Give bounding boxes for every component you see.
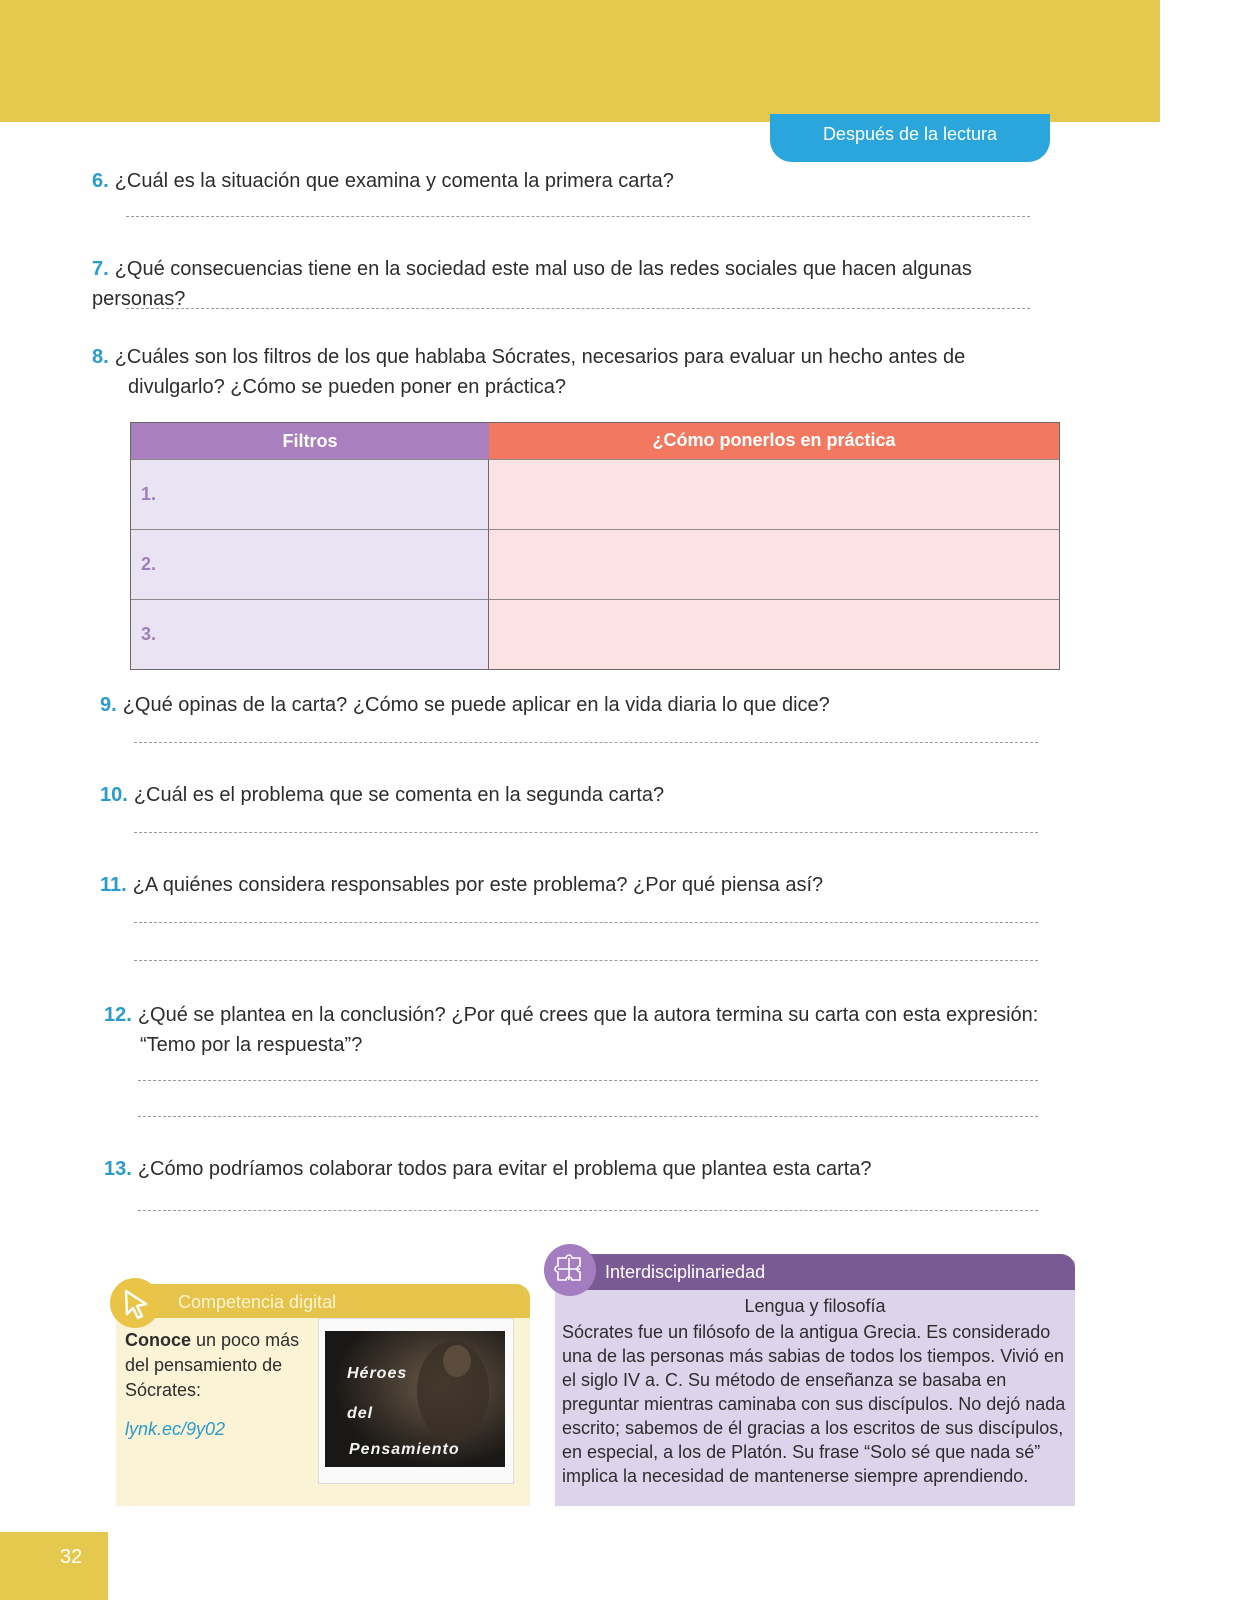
video-thumbnail[interactable] (318, 1318, 514, 1484)
section-tab: Después de la lectura (770, 114, 1050, 162)
interdisciplinary-subtitle: Lengua y filosofía (744, 1296, 886, 1316)
question-text: ¿Cuál es el problema que se comenta en la segunda carta? (133, 784, 665, 806)
question-number: 8. (92, 346, 109, 368)
question-text: ¿Qué consecuencias tiene en la sociedad este mal uso de las redes sociales que hacen algunas personas? (92, 258, 972, 310)
answer-line[interactable] (138, 1210, 1038, 1211)
table-cell-practice-3[interactable] (489, 599, 1059, 669)
question-text: ¿Qué se plantea en la conclusión? ¿Por qué crees que la autora termina su carta con esta expresión: “Temo por la respuesta”? (137, 1004, 1039, 1056)
question-11 (100, 870, 1040, 900)
question-text: ¿Cómo podríamos colaborar todos para evitar el problema que plantea esta carta? (137, 1158, 872, 1180)
question-text: ¿Cuáles son los filtros de los que hablaba Sócrates, necesarios para evaluar un hecho antes de divulgarlo? ¿Cómo se pueden poner en práctica? (114, 346, 966, 398)
answer-line[interactable] (126, 216, 1030, 217)
digital-text-bold: Conoce (125, 1330, 192, 1350)
question-number: 13. (104, 1158, 132, 1180)
top-color-band (0, 0, 1160, 122)
question-number: 9. (100, 694, 117, 716)
question-number: 6. (92, 170, 109, 192)
question-10 (100, 780, 1040, 810)
answer-line[interactable] (134, 742, 1038, 743)
row-label: 2. (141, 554, 157, 574)
question-number: 11. (100, 874, 127, 896)
question-number: 10. (100, 784, 128, 806)
video-word-2: del (347, 1405, 374, 1422)
row-label: 1. (141, 484, 157, 504)
answer-line[interactable] (138, 1116, 1038, 1117)
answer-line[interactable] (138, 1080, 1038, 1081)
cursor-arrow-icon (110, 1278, 160, 1328)
question-number: 7. (92, 258, 109, 280)
video-word-3: Pensamiento (349, 1441, 460, 1458)
table-cell-practice-2[interactable] (489, 529, 1059, 599)
digital-competence-text (125, 1328, 315, 1442)
interdisciplinary-title: Interdisciplinariedad (555, 1254, 1075, 1290)
video-image (325, 1331, 505, 1467)
table-cell-filter-2[interactable] (131, 529, 489, 599)
table-cell-practice-1[interactable] (489, 459, 1059, 529)
table-header-filters: Filtros (131, 423, 489, 459)
page-number-box (0, 1532, 108, 1600)
question-6 (92, 166, 1032, 196)
digital-text-rest: un poco más del pensamiento de Sócrates: (125, 1330, 300, 1400)
question-text: ¿Cuál es la situación que examina y comenta la primera carta? (114, 170, 674, 192)
question-9 (100, 690, 1040, 720)
digital-competence-title: Competencia digital (150, 1284, 530, 1318)
table-cell-filter-3[interactable] (131, 599, 489, 669)
question-8 (92, 342, 1052, 402)
puzzle-icon (544, 1244, 596, 1296)
answer-line[interactable] (126, 308, 1030, 309)
question-text: ¿Qué opinas de la carta? ¿Cómo se puede aplicar en la vida diaria lo que dice? (122, 694, 830, 716)
question-12 (104, 1000, 1054, 1060)
video-word-1: Héroes (347, 1365, 408, 1382)
interdisciplinary-text: Sócrates fue un filósofo de la antigua Grecia. Es considerado una de las personas más sabias de todos los tiempos. Vivió en el siglo IV a. C. Su método de enseñanza se basaba en preguntar mientras caminaba con sus discípulos. No dejó nada escrito; sabemos de él gracias a los escritos de sus discípulos, en especial, a los de Platón. Su frase “Solo sé que nada sé” implica la necesidad de mantenerse siempre aprendiendo. (562, 1322, 1066, 1486)
row-label: 3. (141, 624, 157, 644)
question-text: ¿A quiénes considera responsables por este problema? ¿Por qué piensa así? (132, 874, 824, 896)
answer-line[interactable] (134, 832, 1038, 833)
digital-link[interactable]: lynk.ec/9y02 (125, 1419, 226, 1439)
table-header-practice: ¿Cómo ponerlos en práctica (489, 423, 1059, 459)
answer-line[interactable] (134, 922, 1038, 923)
question-7 (92, 254, 1052, 314)
page-number: 32 (60, 1546, 83, 1568)
question-number: 12. (104, 1004, 132, 1026)
filters-table (130, 422, 1060, 670)
table-cell-filter-1[interactable] (131, 459, 489, 529)
answer-line[interactable] (134, 960, 1038, 961)
question-13 (104, 1154, 1054, 1184)
